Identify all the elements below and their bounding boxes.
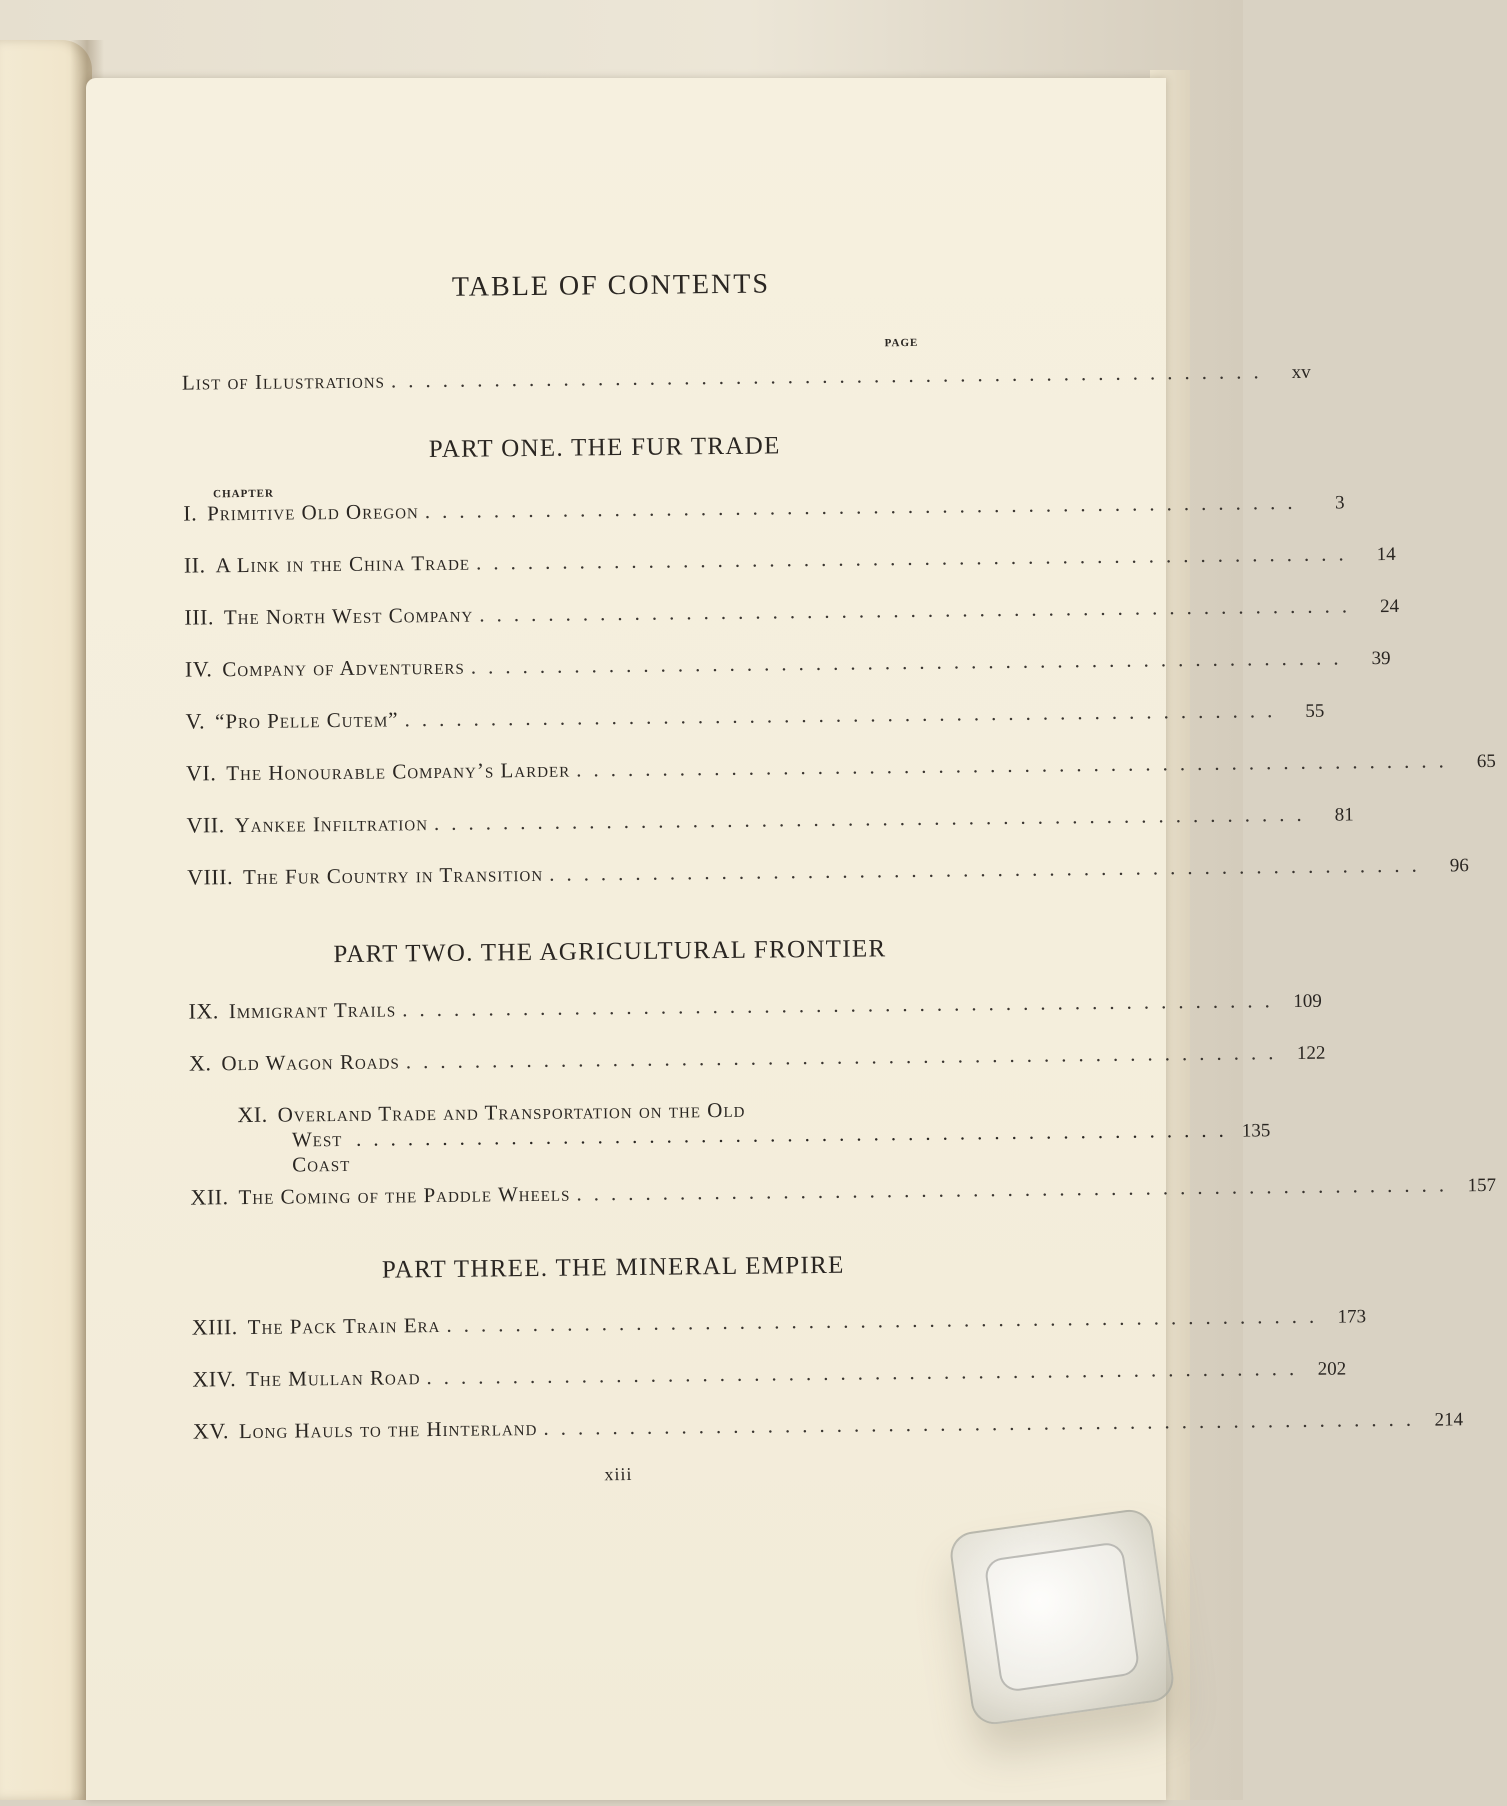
entry-page: xv — [1291, 361, 1311, 384]
page-column-label: PAGE — [884, 336, 919, 350]
page-title: TABLE OF CONTENTS — [451, 268, 771, 303]
chapter-number: XIV. — [192, 1366, 237, 1392]
paperweight-face — [983, 1541, 1140, 1693]
dot-leader: ................................................... — [548, 852, 1429, 886]
dot-leader: ................................................... — [404, 698, 1285, 732]
entry-title: Primitive Old Oregon — [207, 499, 419, 526]
toc-entry — [187, 852, 1469, 891]
dot-leader: ................................................... — [475, 541, 1356, 575]
toc-entry — [186, 801, 1354, 839]
entry-page: 122 — [1296, 1042, 1326, 1064]
dot-leader: ................................................... — [576, 1172, 1457, 1206]
entry-page: 214 — [1434, 1409, 1464, 1431]
toc-entry — [185, 748, 1496, 787]
entry-title: The Mullan Road — [246, 1365, 421, 1392]
entry-page: 65 — [1476, 750, 1496, 773]
entry-page: 81 — [1334, 804, 1354, 826]
toc-entry — [188, 1040, 1326, 1077]
toc-entry — [183, 541, 1396, 579]
entry-page: 173 — [1337, 1306, 1367, 1328]
entry-title: The North West Company — [223, 602, 474, 630]
dot-leader: ................................................... — [543, 1406, 1424, 1440]
dot-leader: ................................................... — [355, 1117, 1236, 1151]
entry-page: 55 — [1305, 700, 1325, 722]
entry-title: The Honourable Company’s Larder — [226, 757, 571, 786]
toc-entry — [190, 1172, 1497, 1211]
dot-leader: ................................................... — [401, 988, 1282, 1022]
chapter-number: VI. — [185, 760, 217, 786]
part-heading: PART ONE. THE FUR TRADE — [428, 432, 781, 464]
chapter-number: I. — [183, 500, 198, 526]
toc-entry — [184, 593, 1400, 631]
dot-leader: ................................................... — [405, 1040, 1286, 1074]
entry-title: Immigrant Trails — [228, 997, 397, 1024]
chapter-column-label: CHAPTER — [213, 487, 274, 501]
entry-title: Long Hauls to the Hinterland — [238, 1415, 538, 1444]
entry-title: The Fur Country in Transition — [242, 861, 544, 890]
toc-entry — [188, 988, 1322, 1025]
entry-page: 157 — [1467, 1174, 1497, 1197]
toc-entry — [192, 1406, 1464, 1445]
chapter-number: II. — [183, 552, 206, 578]
chapter-number: VIII. — [187, 864, 234, 890]
entry-title: Overland Trade and Transportation on the Old — [277, 1097, 746, 1127]
entry-page: 202 — [1317, 1358, 1347, 1380]
chapter-number: XV. — [192, 1418, 230, 1444]
toc-entry — [185, 698, 1325, 735]
dot-leader: ................................................... — [446, 1303, 1327, 1337]
dot-leader: ................................................... — [433, 801, 1314, 836]
entry-title: List of Illustrations — [181, 368, 386, 395]
dot-leader: ................................................... — [470, 645, 1351, 679]
part-heading: PART THREE. THE MINERAL EMPIRE — [381, 1251, 845, 1284]
toc-entry — [192, 1355, 1347, 1393]
toc-entry — [191, 1303, 1367, 1341]
chapter-number: III. — [184, 604, 215, 630]
dot-leader: ................................................... — [576, 748, 1456, 782]
entry-page: 39 — [1371, 647, 1391, 670]
chapter-number: IX. — [188, 998, 219, 1024]
entry-title: Company of Adventurers — [222, 654, 465, 682]
dot-leader: ................................................... — [390, 359, 1271, 393]
entry-page: 109 — [1293, 990, 1322, 1013]
toc-entry — [184, 645, 1391, 683]
chapter-number: V. — [185, 708, 206, 734]
glass-paperweight — [947, 1507, 1176, 1728]
entry-title: “Pro Pelle Cutem” — [214, 707, 399, 734]
toc-entry — [189, 1095, 1271, 1179]
page-number: xiii — [604, 1463, 633, 1485]
entry-title: Old Wagon Roads — [221, 1049, 400, 1076]
entry-page: 24 — [1379, 595, 1400, 618]
dot-leader: ................................................... — [426, 1355, 1307, 1390]
entry-title: Yankee Infiltration — [234, 811, 429, 838]
chapter-number: XII. — [190, 1184, 229, 1210]
part-heading: PART TWO. THE AGRICULTURAL FRONTIER — [333, 935, 887, 969]
chapter-number: X. — [188, 1050, 212, 1076]
entry-title: A Link in the China Trade — [215, 550, 471, 578]
dot-leader: ................................................... — [424, 489, 1305, 524]
entry-title-continued: West Coast — [291, 1126, 351, 1177]
entry-page: 96 — [1449, 855, 1469, 877]
chapter-number: VII. — [186, 812, 225, 838]
entry-page: 14 — [1376, 543, 1396, 566]
toc-entry — [183, 489, 1345, 527]
entry-title: The Coming of the Paddle Wheels — [238, 1181, 571, 1210]
dot-leader: ................................................... — [479, 593, 1360, 627]
chapter-number: XI. — [237, 1101, 268, 1128]
entry-page: 135 — [1241, 1120, 1271, 1142]
entry-title: The Pack Train Era — [247, 1312, 441, 1339]
chapter-number: XIII. — [191, 1314, 238, 1340]
chapter-number: IV. — [184, 656, 213, 682]
toc-entry-list-of-illustrations — [181, 359, 1311, 396]
entry-page: 3 — [1334, 492, 1345, 514]
